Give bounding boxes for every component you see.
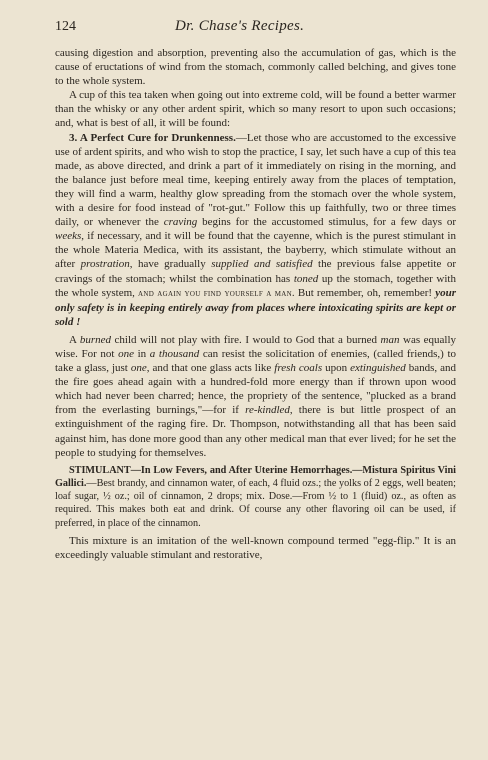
paragraph-egg-flip: This mixture is an imitation of the well-known compound termed "egg-flip." It is an exceedingly valuable stimulant and restorative, (55, 534, 456, 561)
section-heading-stimulant: STIMULANT—In Low Fevers, and After Uterine Hemorrhages.—Mistura Spiritus Vini Gallici. (55, 464, 456, 489)
paragraph-stimulant-recipe: STIMULANT—In Low Fevers, and After Uterine Hemorrhages.—Mistura Spiritus Vini Gallici.—Best brandy, and cinnamon water, of each, 4 fluid ozs.; the yolks of 2 eggs, well beaten; loaf sugar, ½ oz.; oil of cinnamon, 2 drops; mix. Dose.—From ½ to 1 (fluid) oz., as often as required. This makes both eat and drink. Of course any other flavoring oil can be used, if preferred, in place of the cinnamon. (55, 464, 456, 529)
page-body (55, 46, 456, 562)
running-title: Dr. Chase's Recipes. (175, 18, 305, 34)
paragraph-drunkenness-cure: 3. A Perfect Cure for Drunkenness.—Let those who are accustomed to the excessive use of ardent spirits, and who wish to stop the practice, I say, let such have a cup of this tea made, as above directed, and drink a part of it immediately on rising in the morning, and the balance just before meal time, keeping entirely away from the places of temptation, they will find a warm, healthy glow spreading from the stomach over the whole system, with a desire for food instead of "rot-gut." Follow this up faithfully, two or three times daily, or whenever the craving begins for the accustomed stimulus, for a few days or weeks, if necessary, and it will be found that the cayenne, which is the purest stimulant in the whole Materia Medica, with its assistant, the bayberry, which stimulate without an after prostration, have gradually supplied and satisfied the previous false appetite or cravings of the stomach; whilst the combination has toned up the stomach, together with the whole system, and again you find yourself a man. But remember, oh, remember! your only safety is in keeping entirely away from places where intoxicating spirits are kept or sold ! (55, 131, 456, 328)
paragraph-digestion: causing digestion and absorption, preventing also the accumulation of gas, which is the cause of eructations of wind from the stomach, commonly called belching, and gives tone to the whole system. (55, 47, 456, 88)
section-heading-drunkenness: 3. A Perfect Cure for Drunkenness. (69, 131, 236, 144)
paragraph-cold-weather: A cup of this tea taken when going out into extreme cold, will be found a better warmer than the whisky or any other ardent spirit, which so many resort to upon such occasions; and, what is best of all, it will be found: (55, 89, 456, 130)
paragraph-burned-child: A burned child will not play with fire. I would to God that a burned man was equally wise. For not one in a thousand can resist the solicitation of enemies, (called friends,) to take a glass, just one, and that one glass acts like fresh coals upon extinguished bands, and the fire goes ahead again with a hundred-fold more energy than if thrown upon wood which had never been charred; hence, the propriety of the sentence, "plucked as a brand from the everlasting burnings,"—for if re-kindled, there is but little prospect of an extinguishment of the raging fire. Dr. Thompson, notwithstanding all that has been said against him, has done more good than any other medical man that ever lived; for he set the people to studying for themselves. (55, 333, 457, 459)
page-number: 124 (55, 19, 76, 34)
page-header (55, 18, 456, 42)
